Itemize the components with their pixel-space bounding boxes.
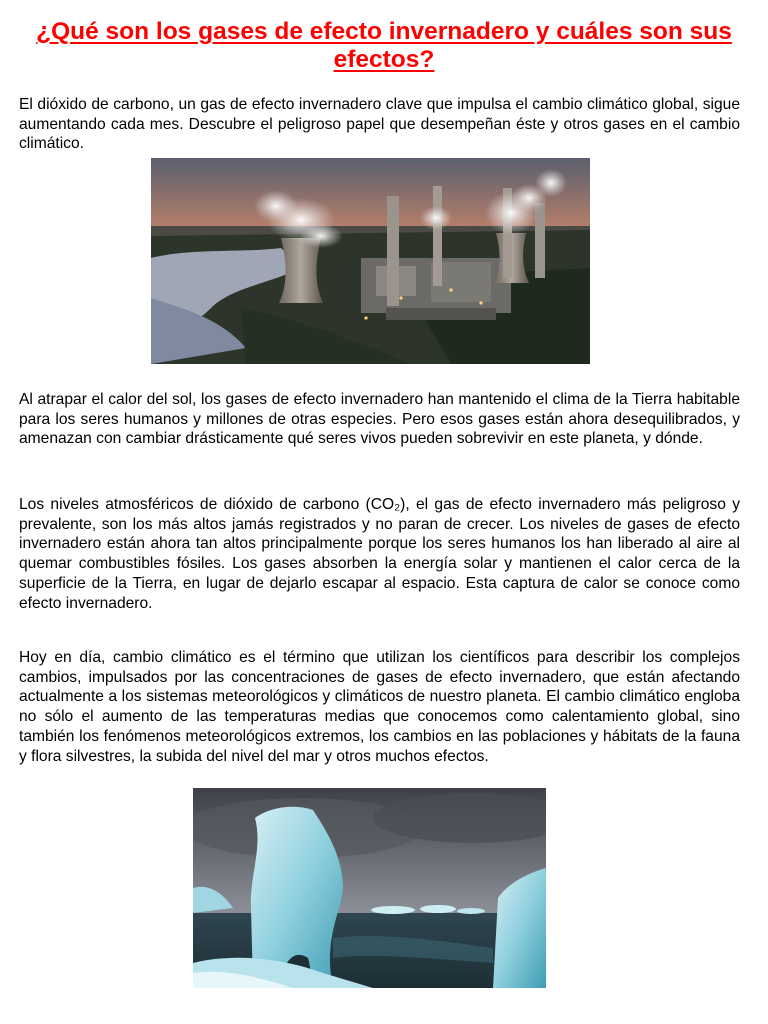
article-title: ¿Qué son los gases de efecto invernadero y cuáles son sus efectos? <box>36 18 732 73</box>
body-paragraph: Al atrapar el calor del sol, los gases de efecto invernadero han mantenido el clima de la Tierra habitable para los seres humanos y millones de otras especies. Pero esos gases están ahora desequilibrados, y amenazan con cambiar drásticamente qué seres vivos pueden sobrevivir en este planeta, y dónde. <box>19 391 740 448</box>
power-plant-photo <box>151 158 590 364</box>
iceberg-photo <box>193 788 546 988</box>
body-paragraph: Los niveles atmosféricos de dióxido de carbono (CO₂), el gas de efecto invernadero más peligroso y prevalente, son los más altos jamás registrados y no paran de crecer. Los niveles de gases de efecto invernadero están ahora tan altos principalmente porque los seres humanos los han liberado al aire al quemar combustibles fósiles. Los gases absorben la energía solar y mantienen el calor cerca de la superficie de la Tierra, en lugar de dejarlo escapar al espacio. Esta captura de calor se conoce como efecto invernadero. <box>19 496 740 612</box>
body-paragraph: Hoy en día, cambio climático es el término que utilizan los científicos para describir los complejos cambios, impulsados por las concentraciones de gases de efecto invernadero, que están afectando actualmente a los sistemas meteorológicos y climáticos de nuestro planeta. El cambio climático engloba no sólo el aumento de las temperaturas medias que conocemos como calentamiento global, sino también los fenómenos meteorológicos extremos, los cambios en las poblaciones y hábitats de la fauna y flora silvestres, la subida del nivel del mar y otros muchos efectos. <box>19 649 740 765</box>
intro-paragraph: El dióxido de carbono, un gas de efecto invernadero clave que impulsa el cambio climático global, sigue aumentando cada mes. Descubre el peligroso papel que desempeñan éste y otros gases en el cambio climático. <box>19 96 740 153</box>
